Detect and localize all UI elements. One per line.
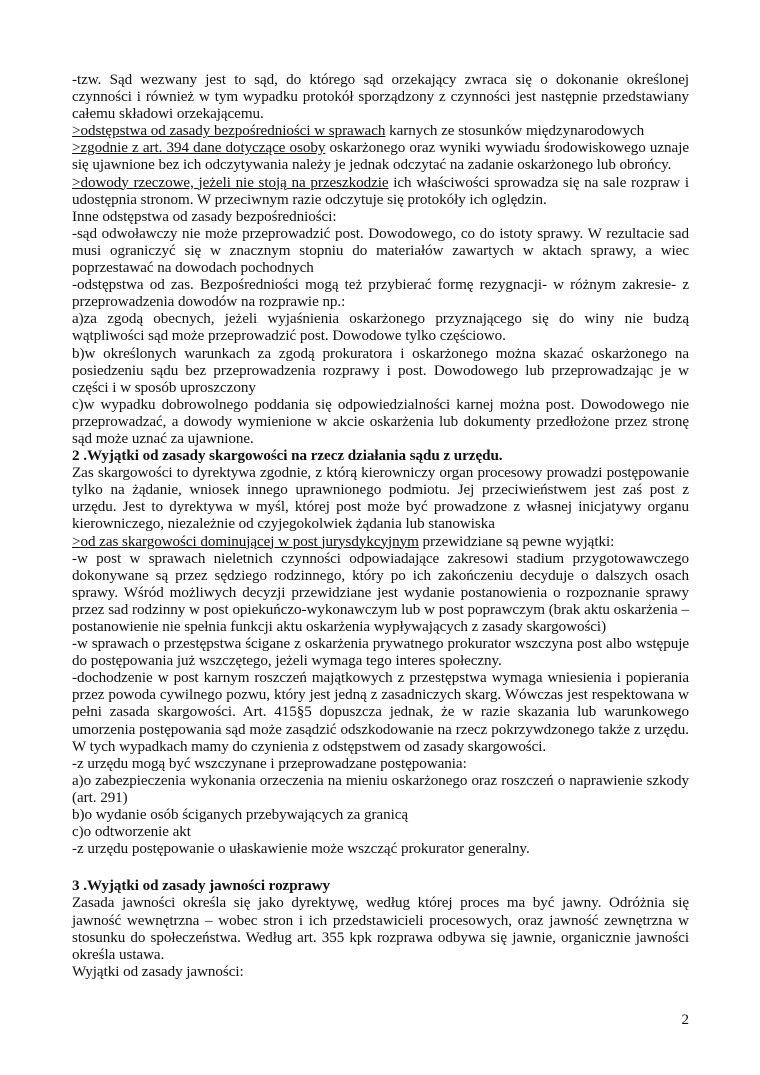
paragraph: Zas skargowości to dyrektywa zgodnie, z którą kierowniczy organ procesowy prowadzi postępowanie tylko na żądanie, wniosek innego uprawnionego podmiotu. Jej przeciwieństwem jest zaś post z urzędu. Jest to dyrektywa w myśl, której post może być prowadzone z własnej inicjatywy organu kierowniczego, niezależnie od czyjegokolwiek żądania lub stanowiska (72, 465, 689, 533)
section-heading: 3 .Wyjątki od zasady jawności rozprawy (72, 878, 331, 895)
paragraph (72, 175, 689, 209)
paragraph: -z urzędu postępowanie o ułaskawienie może wszcząć prokurator generalny. (72, 841, 530, 858)
section-spacer (72, 858, 689, 878)
paragraph-text: karnych ze stosunków międzynarodowych (385, 123, 645, 140)
paragraph-text: przewidziane są pewne wyjątki: (418, 533, 615, 550)
underlined-lead: >zgodnie z art. 394 dane dotyczące osoby (72, 140, 326, 157)
paragraph: -z urzędu mogą być wszczynane i przeprowadzane postępowania: (72, 755, 467, 772)
paragraph (72, 534, 689, 551)
paragraph: Inne odstępstwa od zasady bezpośredniości: (72, 208, 337, 225)
page-number: 2 (681, 1012, 689, 1028)
paragraph: c)o odtworzenie akt (72, 824, 191, 841)
paragraph: b)w określonych warunkach za zgodą prokuratora i oskarżonego można skazać oskarżonego na posiedzeniu sądu bez przeprowadzenia rozprawy i post. Dowodowego lub przeprowadzając je w części i w sposób uproszczony (72, 345, 689, 396)
paragraph: c)w wypadku dobrowolnego poddania się odpowiedzialności karnej można post. Dowodowego nie przeprowadzać, a dowody wymienione w akcie oskarżenia lub dokumenty przedłożone przez stronę sąd może uznać za ujawnione. (72, 396, 689, 447)
underlined-lead: >dowody rzeczowe, jeżeli nie stoją na przeszkodzie (72, 174, 389, 191)
paragraph: -sąd odwoławczy nie może przeprowadzić post. Dowodowego, co do istoty sprawy. W rezultacie sad musi ograniczyć się w znacznym stopniu do materiałów zawartych w aktach sprawy, a wiec poprzestawać na dowodach pochodnych (72, 225, 689, 277)
paragraph: -tzw. Sąd wezwany jest to sąd, do którego sąd orzekający zwraca się o dokonanie określonej czynności i również w tym wypadku protokół sporządzony z czynności jest następnie przedstawiany całemu składowi orzekającemu. (72, 72, 689, 123)
paragraph: -w sprawach o przestępstwa ścigane z oskarżenia prywatnego prokurator wszczyna post albo wstępuje do postępowania już wszczętego, jeżeli wymaga tego interes społeczny. (72, 636, 689, 670)
paragraph: a)o zabezpieczenia wykonania orzeczenia na mieniu oskarżonego oraz roszczeń o naprawienie szkody (art. 291) (72, 772, 689, 806)
document-body (72, 72, 689, 981)
paragraph: Zasada jawności określa się jako dyrektywę, według której proces ma być jawny. Odróżnia się jawność wewnętrzna – wobec stron i ich przedstawicieli procesowych, oraz jawność zewnętrzna w stosunku do społeczeństwa. Według art. 355 kpk rozprawa odbywa się jawnie, organicznie jawności określa ustawa. (72, 895, 689, 963)
paragraph: -w post w sprawach nieletnich czynności odpowiadające zakresowi stadium przygotowawczego dokonywane są przez sędziego rodzinnego, który po ich zakończeniu decyduje o dalszych osach sprawy. Wśród możliwych decyzji przewidziane jest wydanie postanowienia o rozpoznanie sprawy przez sad rodzinny w post opiekuńczo-wykonawczym lub w post poprawczym (brak aktu oskarżenia – postanowienie nie spełnia funkcji aktu oskarżenia wypływających z zasady skargowości) (72, 550, 689, 635)
paragraph-text: oskarżonego oraz wyniki wywiadu środowiskowego uznaje się ujawnione bez ich odczytywania należy je jednak odczytać na zadanie oskarżonego lub obrońcy. (72, 140, 689, 174)
paragraph (72, 123, 689, 140)
paragraph (72, 140, 689, 174)
paragraph: -odstępstwa od zas. Bezpośredniości mogą też przybierać formę rezygnacji- w różnym zakresie- z przeprowadzenia dowodów na rozprawie np.: (72, 277, 689, 311)
paragraph: Wyjątki od zasady jawności: (72, 963, 244, 980)
paragraph: b)o wydanie osób ściganych przebywających za granicą (72, 807, 409, 824)
paragraph: a)za zgodą obecnych, jeżeli wyjaśnienia oskarżonego przyznającego się do winy nie budzą wątpliwości sąd może przeprowadzić post. Dowodowe tylko częściowo. (72, 311, 689, 345)
underlined-lead: >od zas skargowości dominującej w post jurysdykcyjnym (72, 533, 419, 550)
paragraph: -dochodzenie w post karnym roszczeń majątkowych z przestępstwa wymaga wniesienia i popierania przez powoda cywilnego pozwu, który jest jedną z zasadniczych skarg. Wówczas jest respektowana w pełni zasada skargowości. Art. 415§5 dopuszcza jednak, że w razie skazania lub warunkowego umorzenia postępowania sąd może zasądzić odszkodowanie na rzecz pokrzywdzonego także z urzędu. W tych wypadkach mamy do czynienia z odstępstwem od zasady skargowości. (72, 670, 689, 755)
underlined-lead: >odstępstwa od zasady bezpośredniości w sprawach (72, 123, 386, 140)
paragraph-text: ich właściwości sprowadza się na sale rozpraw i udostępnia stronom. W przeciwnym razie odczytuje się protokóły ich oględzin. (72, 174, 689, 208)
section-heading: 2 .Wyjątki od zasady skargowości na rzecz działania sądu z urzędu. (72, 448, 503, 465)
